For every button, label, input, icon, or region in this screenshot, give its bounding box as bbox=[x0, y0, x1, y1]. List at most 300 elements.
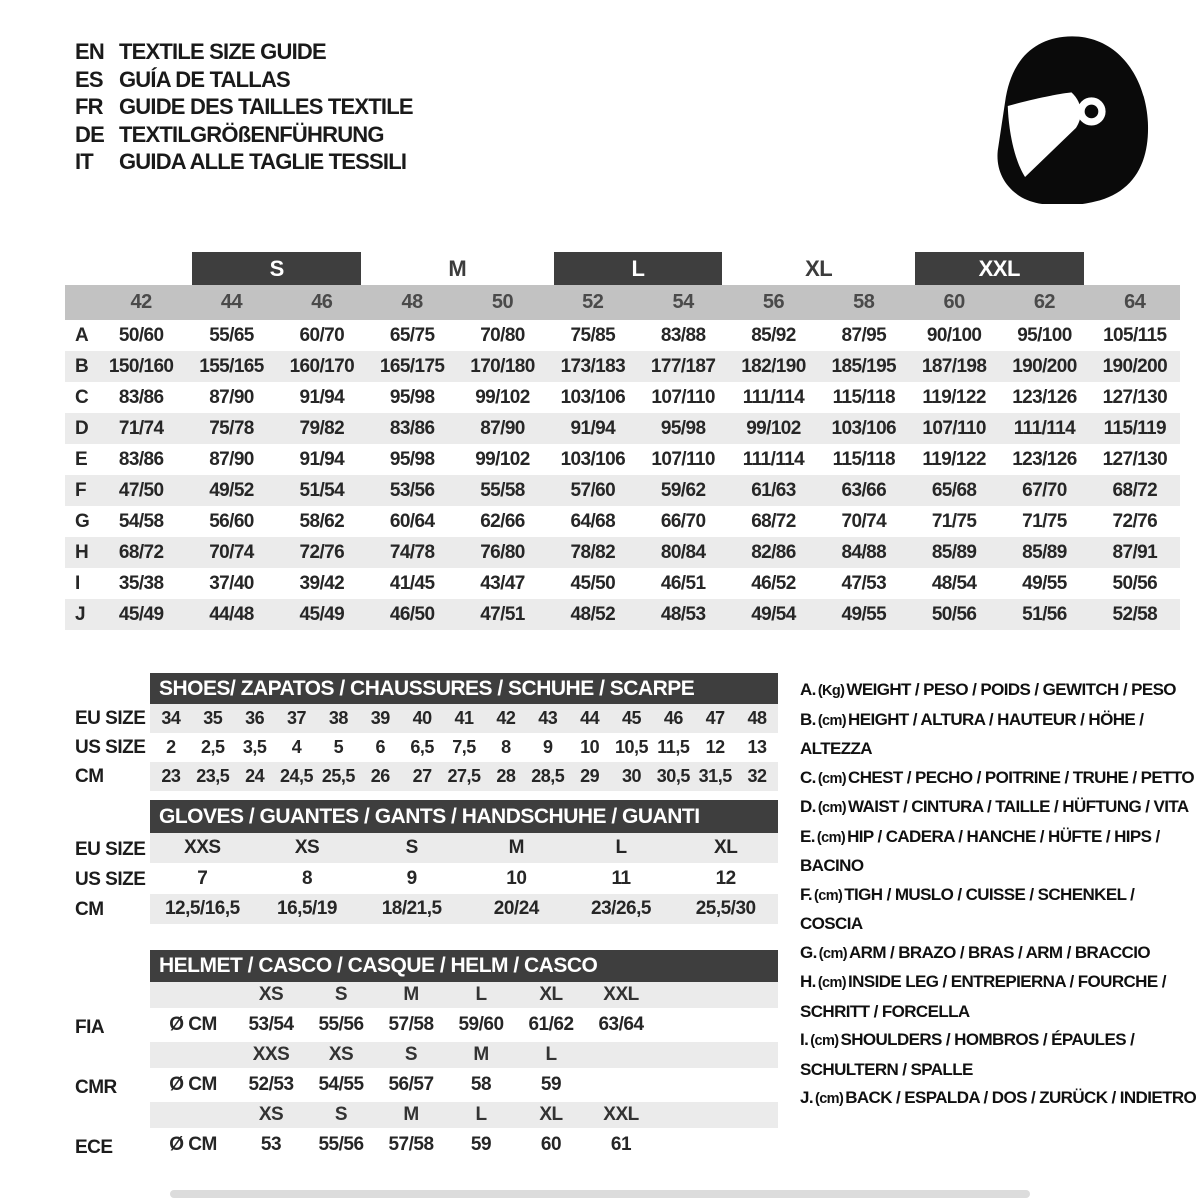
size-table-row bbox=[65, 599, 1180, 630]
cmr-value-row bbox=[150, 1068, 778, 1102]
cell: 85/89 bbox=[1022, 541, 1067, 563]
cell: L bbox=[545, 1044, 557, 1065]
cell: L bbox=[475, 1104, 487, 1125]
cell: 177/187 bbox=[650, 355, 716, 377]
cmr-label: CMR bbox=[75, 1077, 117, 1098]
cell: 115/118 bbox=[832, 386, 895, 408]
cell: 55/56 bbox=[318, 1014, 364, 1035]
cell: 46/51 bbox=[660, 572, 706, 594]
cell: 13 bbox=[747, 737, 767, 757]
cell: 170/180 bbox=[470, 355, 535, 377]
cell: 155/165 bbox=[199, 355, 264, 377]
cell: 87/91 bbox=[1112, 541, 1158, 563]
cell: 47 bbox=[705, 708, 725, 728]
cell: 68/72 bbox=[118, 541, 164, 563]
cell: 49/52 bbox=[209, 479, 254, 501]
lang-title: GUÍA DE TALLAS bbox=[119, 66, 290, 92]
ece-label: ECE bbox=[75, 1137, 113, 1158]
cell: 99/102 bbox=[475, 386, 530, 408]
lang-title: GUIDE DES TAILLES TEXTILE bbox=[119, 94, 413, 119]
cell: 55/58 bbox=[480, 479, 525, 501]
cell: 75/78 bbox=[209, 417, 254, 439]
measurement-legend bbox=[800, 676, 1200, 1114]
cell: 83/86 bbox=[118, 448, 164, 470]
fia-value-row bbox=[150, 1008, 778, 1042]
legend-item-a: A. (Kg) WEIGHT / PESO / POIDS / GEWITCH / PESO bbox=[800, 680, 1176, 699]
cell: 38 bbox=[328, 708, 348, 728]
cell: 53/54 bbox=[248, 1014, 294, 1035]
cell: 2,5 bbox=[201, 737, 225, 757]
cell: 44/48 bbox=[209, 603, 254, 625]
cell: 25,5 bbox=[321, 766, 355, 786]
cell: 91/94 bbox=[299, 386, 345, 408]
cell: 35 bbox=[203, 708, 223, 728]
cell: 51/56 bbox=[1022, 603, 1067, 625]
size-table-row bbox=[65, 382, 1180, 413]
cell: S bbox=[334, 984, 348, 1005]
cell: 18/21,5 bbox=[381, 898, 442, 919]
size-col: 64 bbox=[1090, 285, 1180, 320]
cell: 8 bbox=[301, 867, 313, 889]
cell: 35/38 bbox=[118, 572, 164, 594]
legend-item-i: I. (cm) SHOULDERS / HOMBROS / ÉPAULES / SCHULTERN / SPALLE bbox=[800, 1030, 1135, 1079]
cell: 27,5 bbox=[447, 766, 481, 786]
cell: 4 bbox=[291, 737, 302, 757]
gloves-section bbox=[65, 800, 780, 924]
cell: 48/52 bbox=[570, 603, 616, 625]
cell: S bbox=[334, 1104, 348, 1125]
row-label: J bbox=[75, 603, 85, 625]
cell: 36 bbox=[245, 708, 265, 728]
size-group-xl: XL bbox=[805, 255, 833, 281]
cell: 91/94 bbox=[570, 417, 616, 439]
cell: 111/114 bbox=[1013, 417, 1076, 439]
cell: XXL bbox=[603, 1104, 639, 1125]
cell: 87/90 bbox=[209, 386, 254, 408]
size-col: 52 bbox=[548, 285, 638, 320]
cell: 46/50 bbox=[389, 603, 435, 625]
lang-code: ES bbox=[75, 66, 103, 92]
cell: 107/110 bbox=[651, 448, 715, 470]
cell: 99/102 bbox=[746, 417, 801, 439]
lang-row-es bbox=[75, 66, 413, 94]
cell: 48 bbox=[747, 708, 767, 728]
cell: 103/106 bbox=[560, 448, 626, 470]
cell: 62/66 bbox=[480, 510, 525, 532]
cell: 55/56 bbox=[318, 1134, 364, 1155]
size-group-m: M bbox=[448, 255, 467, 281]
lang-code: DE bbox=[75, 121, 104, 147]
cell: 37 bbox=[287, 708, 307, 728]
helmet-table-title: HELMET / CASCO / CASQUE / HELM / CASCO bbox=[150, 950, 778, 982]
cell: 60/64 bbox=[389, 510, 435, 532]
cell: 107/110 bbox=[922, 417, 986, 439]
shoes-table-title: SHOES/ ZAPATOS / CHAUSSURES / SCHUHE / SCARPE bbox=[150, 673, 778, 704]
cell: M bbox=[403, 984, 419, 1005]
cell: 53 bbox=[260, 1134, 282, 1155]
size-table-row bbox=[65, 444, 1180, 475]
size-table-row bbox=[65, 475, 1180, 506]
cell: 165/175 bbox=[379, 355, 445, 377]
helmet-section bbox=[65, 950, 780, 1162]
diameter-label: Ø CM bbox=[169, 1074, 217, 1095]
size-table-row bbox=[65, 506, 1180, 537]
fia-size-row bbox=[150, 982, 778, 1008]
cell: 48/53 bbox=[660, 603, 706, 625]
cell: 87/90 bbox=[209, 448, 254, 470]
cell: 65/75 bbox=[389, 324, 435, 346]
size-col: 50 bbox=[457, 285, 547, 320]
cell: XS bbox=[258, 984, 284, 1005]
cell: 59 bbox=[470, 1134, 492, 1155]
cell: 56/60 bbox=[209, 510, 254, 532]
cell: 48/54 bbox=[931, 572, 977, 594]
cell: 65/68 bbox=[931, 479, 977, 501]
cell: 187/198 bbox=[921, 355, 987, 377]
cell: XL bbox=[714, 837, 738, 858]
cell: 45 bbox=[621, 708, 641, 728]
cell: 60/70 bbox=[299, 324, 345, 346]
cell: 47/51 bbox=[480, 603, 525, 625]
cell: 59/60 bbox=[458, 1014, 504, 1035]
cell: 111/114 bbox=[742, 448, 805, 470]
cell: 41/45 bbox=[389, 572, 435, 594]
cell: XS bbox=[294, 837, 320, 858]
size-col: 44 bbox=[186, 285, 276, 320]
cell: 150/160 bbox=[108, 355, 174, 377]
cell: 6 bbox=[375, 737, 386, 757]
cell: 43 bbox=[538, 708, 558, 728]
cell: 9 bbox=[406, 867, 417, 889]
cell: 83/86 bbox=[118, 386, 164, 408]
cell: 123/126 bbox=[1012, 448, 1077, 470]
gloves-us-label: US SIZE bbox=[75, 869, 146, 890]
cell: 85/89 bbox=[931, 541, 977, 563]
cell: 85/92 bbox=[751, 324, 796, 346]
cell: 127/130 bbox=[1102, 386, 1168, 408]
row-label: I bbox=[75, 572, 80, 594]
cell: 50/56 bbox=[931, 603, 977, 625]
cell: 56/57 bbox=[388, 1074, 434, 1095]
cell: 61/62 bbox=[528, 1014, 574, 1035]
cell: 99/102 bbox=[475, 448, 530, 470]
cell: 68/72 bbox=[1112, 479, 1158, 501]
cell: 185/195 bbox=[831, 355, 897, 377]
cell: 23/26,5 bbox=[591, 898, 651, 919]
cell: 46/52 bbox=[751, 572, 796, 594]
cell: 46 bbox=[663, 708, 683, 728]
cell: 84/88 bbox=[841, 541, 887, 563]
cell: 190/200 bbox=[1012, 355, 1077, 377]
cell: 12,5/16,5 bbox=[164, 898, 240, 919]
cell: 29 bbox=[580, 766, 600, 786]
cell: 43/47 bbox=[480, 572, 525, 594]
cell: 16,5/19 bbox=[277, 898, 337, 919]
cell: 71/74 bbox=[118, 417, 164, 439]
cell: 95/98 bbox=[660, 417, 706, 439]
cell: 42 bbox=[496, 708, 516, 728]
row-label: C bbox=[75, 386, 89, 408]
cell: XL bbox=[539, 1104, 563, 1125]
cell: 37/40 bbox=[209, 572, 254, 594]
shoes-us-label: US SIZE bbox=[75, 737, 146, 758]
size-table-row bbox=[65, 413, 1180, 444]
ece-size-row bbox=[150, 1102, 778, 1128]
shoes-us-row bbox=[150, 733, 778, 762]
cell: 123/126 bbox=[1012, 386, 1077, 408]
cell: 95/98 bbox=[389, 448, 435, 470]
shoes-cm-row bbox=[150, 762, 778, 791]
cell: 63/64 bbox=[598, 1014, 644, 1035]
cell: 12 bbox=[715, 867, 736, 889]
cell: 119/122 bbox=[922, 386, 986, 408]
legend-item-f: F. (cm) TIGH / MUSLO / CUISSE / SCHENKEL / COSCIA bbox=[800, 884, 1135, 933]
cell: 82/86 bbox=[751, 541, 796, 563]
cell: M bbox=[508, 837, 524, 858]
cell: 5 bbox=[333, 737, 344, 757]
lang-title: TEXTILGRÖßENFÜHRUNG bbox=[119, 121, 384, 147]
cell: 53/56 bbox=[389, 479, 435, 501]
gloves-table-title: GLOVES / GUANTES / GANTS / HANDSCHUHE / GUANTI bbox=[150, 800, 778, 833]
cell: 64/68 bbox=[570, 510, 616, 532]
cell: M bbox=[473, 1044, 489, 1065]
lang-title: TEXTILE SIZE GUIDE bbox=[119, 39, 326, 64]
cell: 23,5 bbox=[196, 766, 230, 786]
cell: 95/100 bbox=[1017, 324, 1072, 346]
cell: XS bbox=[258, 1104, 284, 1125]
cell: 91/94 bbox=[299, 448, 345, 470]
cell: 72/76 bbox=[299, 541, 345, 563]
cell: 40 bbox=[412, 708, 432, 728]
cell: 39/42 bbox=[299, 572, 345, 594]
size-table-row bbox=[65, 537, 1180, 568]
scroll-indicator bbox=[170, 1190, 1030, 1198]
legend-item-b: B. (cm) HEIGHT / ALTURA / HAUTEUR / HÖHE / ALTEZZA bbox=[800, 709, 1144, 758]
cell: 8 bbox=[501, 737, 511, 757]
size-col: 42 bbox=[96, 285, 186, 320]
size-col: 56 bbox=[728, 285, 818, 320]
cell: 103/106 bbox=[831, 417, 897, 439]
cell: L bbox=[615, 837, 627, 858]
size-group-s: S bbox=[192, 252, 361, 285]
textile-size-table bbox=[65, 252, 1180, 630]
legend-item-e: E. (cm) HIP / CADERA / HANCHE / HÜFTE / HIPS / BACINO bbox=[800, 826, 1160, 875]
cell: 45/50 bbox=[570, 572, 616, 594]
cell: 80/84 bbox=[660, 541, 706, 563]
cell: 57/58 bbox=[388, 1134, 434, 1155]
cell: 32 bbox=[747, 766, 767, 786]
cell: 59/62 bbox=[660, 479, 706, 501]
cell: 87/95 bbox=[841, 324, 887, 346]
cell: 72/76 bbox=[1112, 510, 1158, 532]
cell: 10 bbox=[506, 867, 527, 889]
gloves-us-row bbox=[150, 863, 778, 894]
row-label: G bbox=[75, 510, 90, 532]
cell: 30,5 bbox=[656, 766, 690, 786]
cell: 76/80 bbox=[480, 541, 525, 563]
ece-value-row bbox=[150, 1128, 778, 1162]
cell: 24 bbox=[245, 766, 265, 786]
cell: S bbox=[404, 1044, 418, 1065]
cell: 11 bbox=[611, 867, 631, 889]
cell: 45/49 bbox=[118, 603, 164, 625]
cell: 6,5 bbox=[410, 737, 434, 757]
cell: 27 bbox=[412, 766, 432, 786]
cell: 115/119 bbox=[1103, 417, 1166, 439]
cell: 41 bbox=[454, 708, 474, 728]
cell: 103/106 bbox=[560, 386, 626, 408]
cell: 28 bbox=[496, 766, 516, 786]
cell: 7 bbox=[197, 867, 208, 889]
size-table-row bbox=[65, 320, 1180, 351]
cell: 10 bbox=[580, 737, 600, 757]
legend-item-d: D. (cm) WAIST / CINTURA / TAILLE / HÜFTUNG / VITA bbox=[800, 797, 1189, 816]
cell: 111/114 bbox=[742, 386, 805, 408]
cell: L bbox=[475, 984, 487, 1005]
row-label: E bbox=[75, 448, 88, 470]
diameter-label: Ø CM bbox=[169, 1134, 217, 1155]
cell: 87/90 bbox=[480, 417, 525, 439]
gloves-cm-label: CM bbox=[75, 899, 104, 920]
cell: 90/100 bbox=[926, 324, 982, 346]
racing-helmet-icon bbox=[975, 28, 1157, 204]
cell: 105/115 bbox=[1103, 324, 1167, 346]
cell: 25,5/30 bbox=[695, 898, 756, 919]
size-col: 58 bbox=[819, 285, 909, 320]
fia-label: FIA bbox=[75, 1017, 105, 1038]
cell: 49/54 bbox=[751, 603, 796, 625]
cell: 9 bbox=[542, 737, 553, 757]
cell: 61/63 bbox=[751, 479, 796, 501]
cell: 57/60 bbox=[570, 479, 616, 501]
cell: 70/74 bbox=[841, 510, 887, 532]
cell: XL bbox=[539, 984, 563, 1005]
cell: 7,5 bbox=[452, 737, 476, 757]
lang-row-de bbox=[75, 121, 413, 149]
cell: 12 bbox=[705, 737, 725, 757]
cell: 70/74 bbox=[209, 541, 254, 563]
lang-title: GUIDA ALLE TAGLIE TESSILI bbox=[119, 149, 407, 174]
size-group-xxl: XXL bbox=[915, 252, 1084, 285]
cell: 160/170 bbox=[289, 355, 355, 377]
cell: 10,5 bbox=[614, 737, 648, 757]
shoes-eu-row bbox=[150, 704, 778, 733]
language-title-list bbox=[75, 38, 413, 176]
cell: 39 bbox=[370, 708, 390, 728]
lang-code: IT bbox=[75, 149, 93, 174]
cell: 95/98 bbox=[389, 386, 435, 408]
size-col: 60 bbox=[909, 285, 999, 320]
size-table-row bbox=[65, 568, 1180, 599]
row-label: H bbox=[75, 541, 89, 563]
legend-item-g: G. (cm) ARM / BRAZO / BRAS / ARM / BRACCIO bbox=[800, 942, 1150, 962]
gloves-cm-row bbox=[150, 894, 778, 924]
cell: 52/58 bbox=[1112, 603, 1158, 625]
cell: 52/53 bbox=[248, 1074, 294, 1095]
cmr-size-row bbox=[150, 1042, 778, 1068]
cell: 75/85 bbox=[570, 324, 616, 346]
cell: 2 bbox=[166, 737, 176, 757]
row-label: F bbox=[75, 479, 87, 501]
legend-item-c: C. (cm) CHEST / PECHO / POITRINE / TRUHE / PETTO bbox=[800, 767, 1194, 787]
cell: 57/58 bbox=[388, 1014, 434, 1035]
cell: 49/55 bbox=[1022, 572, 1067, 594]
cell: 47/50 bbox=[118, 479, 164, 501]
shoes-eu-label: EU SIZE bbox=[75, 708, 146, 729]
lang-code: EN bbox=[75, 39, 104, 64]
numeric-size-header-row bbox=[65, 285, 1180, 320]
cell: 20/24 bbox=[493, 898, 539, 919]
cell: 79/82 bbox=[299, 417, 345, 439]
row-label: D bbox=[75, 417, 89, 439]
size-col: 48 bbox=[367, 285, 457, 320]
cell: S bbox=[405, 837, 418, 858]
size-table-row bbox=[65, 351, 1180, 382]
cell: XS bbox=[328, 1044, 354, 1065]
cell: 44 bbox=[580, 708, 600, 728]
cell: 63/66 bbox=[841, 479, 887, 501]
cell: 28,5 bbox=[531, 766, 565, 786]
cell: 115/118 bbox=[832, 448, 895, 470]
cell: 61 bbox=[610, 1134, 632, 1155]
cell: XXS bbox=[252, 1044, 290, 1065]
cell: M bbox=[403, 1104, 419, 1125]
cell: 173/183 bbox=[560, 355, 626, 377]
cell: 182/190 bbox=[741, 355, 806, 377]
cell: XXL bbox=[603, 984, 639, 1005]
cell: 71/75 bbox=[931, 510, 977, 532]
cell: 24,5 bbox=[280, 766, 314, 786]
cell: 60 bbox=[540, 1134, 562, 1155]
gloves-eu-label: EU SIZE bbox=[75, 839, 146, 860]
cell: 58 bbox=[470, 1074, 492, 1095]
cell: 107/110 bbox=[651, 386, 715, 408]
cell: XXS bbox=[184, 837, 221, 858]
cell: 51/54 bbox=[299, 479, 345, 501]
cell: 50/56 bbox=[1112, 572, 1158, 594]
cell: 59 bbox=[540, 1074, 562, 1095]
cell: 119/122 bbox=[922, 448, 986, 470]
cell: 49/55 bbox=[841, 603, 887, 625]
cell: 83/88 bbox=[660, 324, 706, 346]
lang-row-en bbox=[75, 38, 413, 66]
diameter-label: Ø CM bbox=[169, 1014, 217, 1035]
cell: 78/82 bbox=[570, 541, 616, 563]
cell: 66/70 bbox=[660, 510, 706, 532]
cell: 54/58 bbox=[118, 510, 164, 532]
cell: 55/65 bbox=[209, 324, 254, 346]
cell: 23 bbox=[161, 766, 181, 786]
cell: 34 bbox=[161, 708, 181, 728]
lang-row-fr bbox=[75, 93, 413, 121]
shoes-section bbox=[65, 673, 780, 791]
cell: 45/49 bbox=[299, 603, 345, 625]
size-group-row bbox=[65, 252, 1180, 285]
legend-item-j: J. (cm) BACK / ESPALDA / DOS / ZURÜCK / INDIETRO bbox=[800, 1088, 1197, 1107]
cell: 68/72 bbox=[751, 510, 796, 532]
cell: 50/60 bbox=[118, 324, 164, 346]
cell: 31,5 bbox=[698, 766, 732, 786]
cell: 11,5 bbox=[657, 737, 690, 757]
cell: 47/53 bbox=[841, 572, 887, 594]
lang-row-it bbox=[75, 148, 413, 176]
cell: 74/78 bbox=[389, 541, 435, 563]
cell: 26 bbox=[370, 766, 390, 786]
cell: 67/70 bbox=[1022, 479, 1067, 501]
row-label: B bbox=[75, 355, 89, 377]
cell: 54/55 bbox=[318, 1074, 364, 1095]
gloves-eu-row bbox=[150, 833, 778, 863]
